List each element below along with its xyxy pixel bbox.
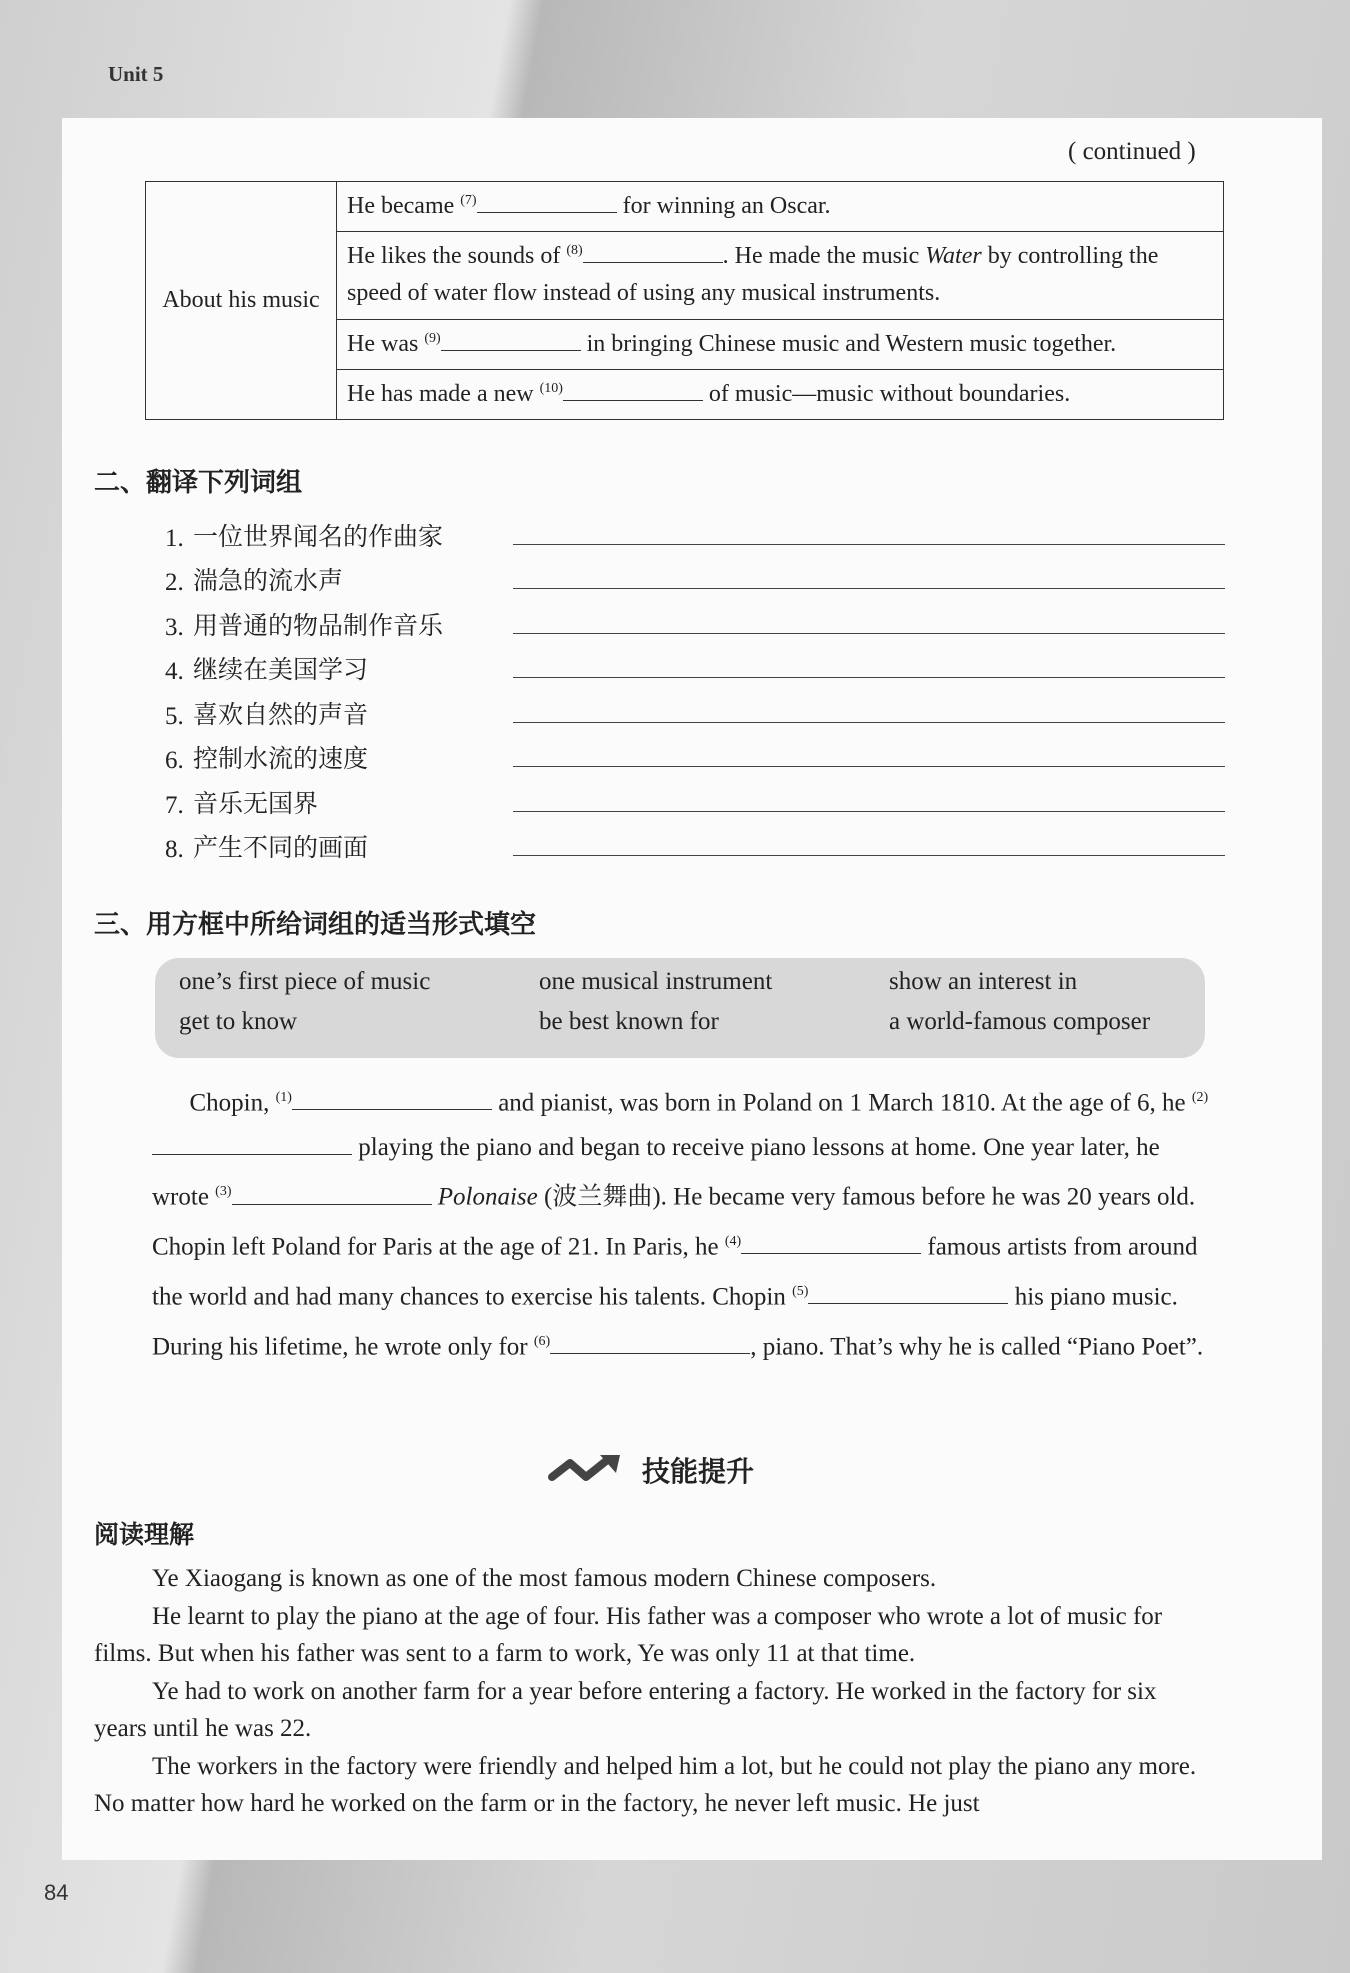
answer-line[interactable] (513, 854, 1225, 856)
reading-passage (94, 1560, 1204, 1823)
word-box-item: one’s first piece of music (179, 968, 431, 995)
word-box-item: show an interest in (889, 968, 1078, 995)
skill-title: 技能提升 (642, 1455, 755, 1488)
word-box-item: be best known for (539, 1008, 719, 1035)
skill-heading (548, 1450, 754, 1490)
answer-blank[interactable] (232, 1179, 432, 1205)
answer-blank[interactable] (292, 1084, 492, 1110)
list-item: 5. 喜欢自然的声音 (165, 686, 1225, 731)
answer-blank[interactable] (152, 1129, 352, 1155)
table-row: He has made a new $^{(10)}$ of music—music without boundaries. (337, 369, 1224, 419)
answer-line[interactable] (513, 721, 1225, 723)
list-item: 1. 一位世界闻名的作曲家 (165, 508, 1225, 553)
reading-paragraph: Ye had to work on another farm for a year before entering a factory. He worked in the factory for six years until he was 22. (94, 1677, 1157, 1742)
reading-paragraph: Ye Xiaogang is known as one of the most famous modern Chinese composers. (152, 1565, 937, 1592)
answer-blank[interactable] (563, 376, 703, 401)
answer-line[interactable] (513, 587, 1225, 589)
section-2-title: 二、翻译下列词组 (94, 468, 303, 498)
reading-paragraph: He learnt to play the piano at the age of four. His father was a composer who wrote a lot of music for films. But when his father was sent to a farm to work, Ye was only 11 at that time. (94, 1602, 1163, 1667)
continued-note: ( continued ) (1068, 138, 1196, 165)
answer-blank[interactable] (441, 326, 581, 351)
answer-blank[interactable] (477, 188, 617, 213)
list-item: 4. 继续在美国学习 (165, 642, 1225, 687)
word-box-item: a world-famous composer (889, 1008, 1151, 1035)
trend-arrow-icon (548, 1453, 624, 1487)
section-3-title: 三、用方框中所给词组的适当形式填空 (94, 910, 537, 940)
list-item: 2. 湍急的流水声 (165, 553, 1225, 598)
answer-line[interactable] (513, 632, 1225, 634)
answer-line[interactable] (513, 765, 1225, 767)
list-item: 3. 用普通的物品制作音乐 (165, 597, 1225, 642)
table-row: He became $^{(7)}$ for winning an Oscar. (337, 182, 1224, 232)
fill-table (145, 181, 1224, 420)
page-number: 84 (44, 1880, 69, 1905)
translation-list (165, 508, 1225, 864)
word-box-item: one musical instrument (539, 968, 773, 995)
list-item: 6. 控制水流的速度 (165, 731, 1225, 776)
reading-title: 阅读理解 (94, 1520, 195, 1549)
reading-paragraph: The workers in the factory were friendly and helped him a lot, but he could not play the piano any more. No matter how hard he worked on the farm or in the factory, he never left music. He just (94, 1752, 1197, 1817)
word-box-item: get to know (179, 1008, 298, 1035)
list-item: 7. 音乐无国界 (165, 775, 1225, 820)
table-row: He was $^{(9)}$ in bringing Chinese music and Western music together. (337, 319, 1224, 369)
word-box (155, 958, 1205, 1058)
answer-blank[interactable] (550, 1328, 750, 1354)
table-row: He likes the sounds of $^{(8)}$ . He made the music Water by controlling the speed of water flow instead of using any musical instruments. (337, 232, 1224, 319)
unit-label: Unit 5 (108, 62, 164, 86)
cloze-passage: Chopin, $^{(1)}$ and pianist, was born in Poland on 1 March 1810. At the age of 6, he $^{(2)}$ playing the piano and began to receive piano lessons at home. One year later, he wrote $^{(3)}$ Polonaise (波兰舞曲). He became very famous before he was 20 years old. Chopin left Poland for Paris at the age of 21. In Paris, he $^{(4)}$ famous artists from around the world and had many chances to exercise his talents. Chopin $^{(5)}$ his piano music. During his lifetime, he wrote only for $^{(6)}$ , piano. That’s why he is called “Piano Poet”. (152, 1076, 1222, 1370)
list-item: 8. 产生不同的画面 (165, 820, 1225, 865)
answer-line[interactable] (513, 676, 1225, 678)
answer-blank[interactable] (741, 1228, 921, 1254)
answer-blank[interactable] (583, 238, 723, 263)
table-row-header: About his music (146, 182, 337, 420)
answer-line[interactable] (513, 810, 1225, 812)
answer-line[interactable] (513, 543, 1225, 545)
answer-blank[interactable] (808, 1278, 1008, 1304)
